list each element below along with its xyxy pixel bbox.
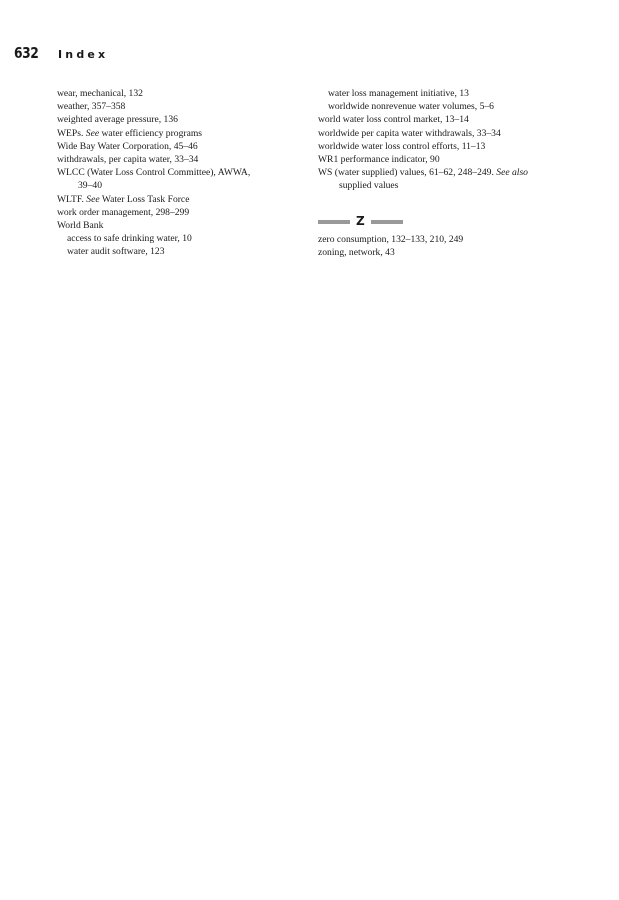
index-entry: zero consumption, 132–133, 210, 249 — [318, 233, 464, 245]
index-entry: zoning, network, 43 — [318, 246, 395, 258]
index-entry: World Bank — [57, 220, 104, 232]
page-header — [14, 44, 108, 64]
index-entry — [318, 166, 588, 179]
index-entry: world water loss control market, 13–14 — [318, 114, 469, 126]
see-reference: See — [85, 127, 100, 139]
index-entry: worldwide water loss control efforts, 11–13 — [318, 140, 486, 152]
index-entry: withdrawals, per capita water, 33–34 — [57, 154, 199, 166]
index-entry: weather, 357–358 — [57, 101, 126, 113]
index-entry — [57, 127, 297, 140]
index-entry: WR1 performance indicator, 90 — [318, 154, 440, 166]
index-column-right — [318, 87, 588, 259]
index-entry-continuation: 39–40 — [78, 180, 102, 192]
index-entry — [57, 193, 297, 206]
index-entry: WLCC (Water Loss Control Committee), AWWA, — [57, 167, 251, 179]
divider-bar-right — [371, 220, 403, 224]
entry-text: WS (water supplied) values, 61–62, 248–249. — [318, 167, 497, 179]
page-number: 632 — [14, 44, 39, 62]
index-subentry: water loss management initiative, 13 — [328, 88, 469, 99]
running-head: Index — [58, 48, 109, 61]
divider-bar-left — [318, 220, 350, 224]
index-entry: worldwide per capita water withdrawals, 33–34 — [318, 127, 501, 139]
index-entry: weighted average pressure, 136 — [57, 114, 178, 126]
index-subentry: access to safe drinking water, 10 — [67, 233, 192, 245]
entry-text: WEPs. — [57, 127, 86, 139]
index-subentry: water audit software, 123 — [67, 246, 165, 258]
see-also-reference: See also — [496, 167, 528, 179]
section-divider-z — [318, 213, 588, 231]
index-column-left — [57, 87, 297, 259]
index-subentry: worldwide nonrevenue water volumes, 5–6 — [328, 101, 494, 113]
index-entry: Wide Bay Water Corporation, 45–46 — [57, 140, 198, 152]
section-letter: Z — [356, 214, 365, 229]
entry-text: Water Loss Task Force — [99, 193, 190, 205]
entry-text: water efficiency programs — [99, 127, 203, 139]
index-entry: work order management, 298–299 — [57, 206, 190, 218]
entry-text: WLTF. — [57, 193, 87, 205]
index-entry-continuation: supplied values — [339, 180, 399, 192]
index-entry: wear, mechanical, 132 — [57, 88, 143, 99]
see-reference: See — [86, 193, 100, 205]
